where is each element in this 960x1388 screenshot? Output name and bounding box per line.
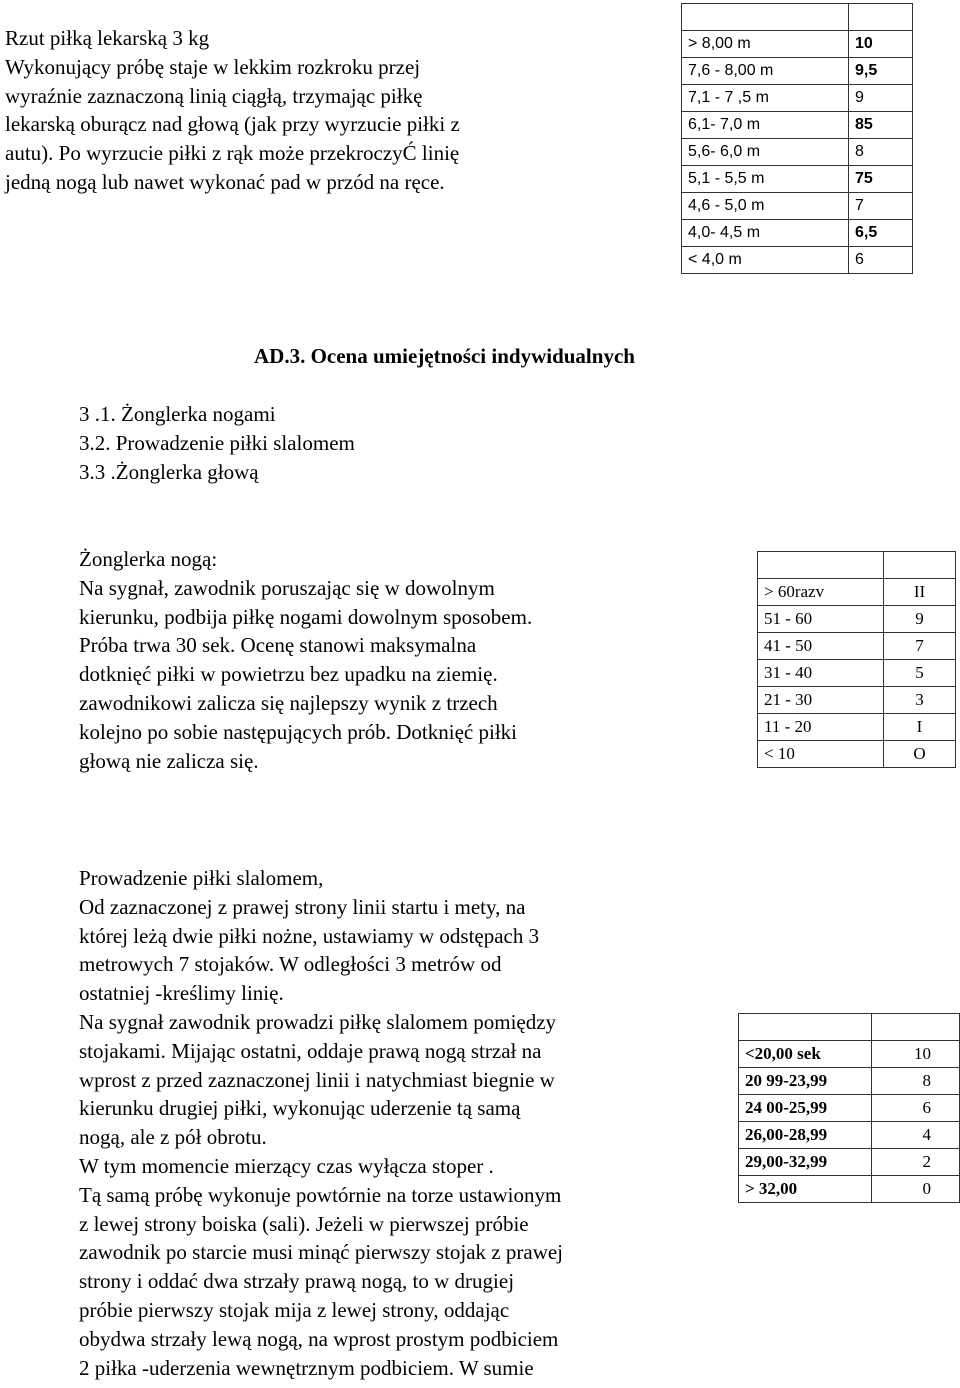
- intro-line: lekarską oburącz nad głową (jak przy wyrzucie piłki z: [5, 112, 460, 137]
- table-row: [739, 1014, 960, 1041]
- range-cell: 24 00-25,99: [739, 1095, 872, 1122]
- juggle-paragraph: [79, 545, 532, 775]
- slalom-line: zawodnik po starcie musi minąć pierwszy stojak z prawej: [79, 1240, 564, 1265]
- slalom-line: z lewej strony boiska (sali). Jeżeli w pierwszej próbie: [79, 1211, 529, 1236]
- score-cell: 8: [849, 139, 913, 166]
- slalom-line: wprost z przed zaznaczonej linii i natychmiast biegnie w: [79, 1067, 555, 1092]
- range-cell: < 10: [758, 741, 884, 768]
- score-cell: 0: [871, 1176, 959, 1203]
- table-row: [758, 552, 956, 579]
- table-row: [682, 220, 913, 247]
- juggle-line: Na sygnał, zawodnik poruszając się w dowolnym: [79, 575, 495, 600]
- table-cell: [739, 1014, 872, 1041]
- score-cell: 6,5: [849, 220, 913, 247]
- score-cell: 85: [849, 112, 913, 139]
- score-cell: II: [884, 579, 956, 606]
- table-row: [682, 193, 913, 220]
- table-row: [739, 1122, 960, 1149]
- throw-score-table: [681, 3, 913, 274]
- slalom-line: ostatniej -kreślimy linię.: [79, 981, 284, 1006]
- table-row: [758, 660, 956, 687]
- slalom-line: strony i oddać dwa strzały prawą nogą, to w drugiej: [79, 1269, 515, 1294]
- score-cell: 10: [849, 31, 913, 58]
- range-cell: 20 99-23,99: [739, 1068, 872, 1095]
- slalom-line: W tym momencie mierzący czas wyłącza stoper .: [79, 1153, 494, 1178]
- juggle-line: Próba trwa 30 sek. Ocenę stanowi maksymalna: [79, 633, 477, 658]
- juggle-line: dotknięć piłki w powietrzu bez upadku na ziemię.: [79, 662, 498, 687]
- range-cell: 5,1 - 5,5 m: [682, 166, 849, 193]
- score-cell: 2: [871, 1149, 959, 1176]
- range-cell: > 60razv: [758, 579, 884, 606]
- score-cell: 9: [849, 85, 913, 112]
- table-row: [682, 247, 913, 274]
- juggle-line: głową nie zalicza się.: [79, 748, 259, 773]
- score-cell: 7: [884, 633, 956, 660]
- table-cell: [758, 552, 884, 579]
- score-cell: 8: [871, 1068, 959, 1095]
- slalom-paragraph: [79, 864, 563, 1382]
- range-cell: 26,00-28,99: [739, 1122, 872, 1149]
- juggle-line: Żonglerka nogą:: [79, 547, 218, 571]
- score-cell: 6: [871, 1095, 959, 1122]
- intro-line: wyraźnie zaznaczoną linią ciągłą, trzymając piłkę: [5, 83, 423, 108]
- slalom-line: Tą samą próbę wykonuje powtórnie na torze ustawionym: [79, 1182, 562, 1207]
- score-cell: 3: [884, 687, 956, 714]
- table-row: [758, 633, 956, 660]
- table-row: [682, 166, 913, 193]
- juggle-score-table: [757, 551, 956, 768]
- score-cell: 75: [849, 166, 913, 193]
- score-cell: 5: [884, 660, 956, 687]
- range-cell: 6,1- 7,0 m: [682, 112, 849, 139]
- table-cell: [849, 4, 913, 31]
- table-row: [758, 741, 956, 768]
- range-cell: <20,00 sek: [739, 1041, 872, 1068]
- table-row: [682, 31, 913, 58]
- intro-line: Rzut piłką lekarską 3 kg: [5, 26, 210, 50]
- range-cell: 51 - 60: [758, 606, 884, 633]
- slalom-line: nogą, ale z pół obrotu.: [79, 1125, 267, 1150]
- skills-list-item: 3.3 .Żonglerka głową: [79, 460, 259, 484]
- range-cell: 7,6 - 8,00 m: [682, 58, 849, 85]
- range-cell: < 4,0 m: [682, 247, 849, 274]
- range-cell: 4,6 - 5,0 m: [682, 193, 849, 220]
- intro-paragraph: [5, 24, 460, 197]
- score-cell: 6: [849, 247, 913, 274]
- slalom-score-table: [738, 1013, 960, 1203]
- table-row: [739, 1041, 960, 1068]
- score-cell: 4: [871, 1122, 959, 1149]
- range-cell: 29,00-32,99: [739, 1149, 872, 1176]
- slalom-line: Od zaznaczonej z prawej strony linii startu i mety, na: [79, 894, 526, 919]
- score-cell: 10: [871, 1041, 959, 1068]
- range-cell: 41 - 50: [758, 633, 884, 660]
- table-cell: [884, 552, 956, 579]
- table-row: [682, 85, 913, 112]
- range-cell: 21 - 30: [758, 687, 884, 714]
- score-cell: O: [884, 741, 956, 768]
- table-row: [739, 1149, 960, 1176]
- intro-line: autu). Po wyrzucie piłki z rąk może przekroczyĆ linię: [5, 141, 460, 166]
- skills-list-item: 3 .1. Żonglerka nogami: [79, 402, 276, 426]
- table-cell: [682, 4, 849, 31]
- range-cell: > 8,00 m: [682, 31, 849, 58]
- slalom-line: próbie pierwszy stojak mija z lewej strony, oddając: [79, 1297, 510, 1322]
- score-cell: 7: [849, 193, 913, 220]
- juggle-line: kolejno po sobie następujących prób. Dotknięć piłki: [79, 719, 517, 744]
- range-cell: 4,0- 4,5 m: [682, 220, 849, 247]
- slalom-line: kierunku drugiej piłki, wykonując uderzenie tą samą: [79, 1096, 521, 1121]
- range-cell: > 32,00: [739, 1176, 872, 1203]
- section-heading: AD.3. Ocena umiejętności indywidualnych: [254, 344, 635, 368]
- slalom-line: Na sygnał zawodnik prowadzi piłkę slalomem pomiędzy: [79, 1009, 557, 1034]
- table-row: [758, 714, 956, 741]
- slalom-line: metrowych 7 stojaków. W odległości 3 metrów od: [79, 952, 502, 977]
- range-cell: 7,1 - 7 ,5 m: [682, 85, 849, 112]
- juggle-line: kierunku, podbija piłkę nogami dowolnym sposobem.: [79, 604, 533, 629]
- table-row: [682, 112, 913, 139]
- score-cell: 9,5: [849, 58, 913, 85]
- table-row: [682, 58, 913, 85]
- range-cell: 31 - 40: [758, 660, 884, 687]
- slalom-line: stojakami. Mijając ostatni, oddaje prawą nogą strzał na: [79, 1038, 542, 1063]
- slalom-line: obydwa strzały lewą nogą, na wprost prostym podbiciem: [79, 1326, 559, 1351]
- intro-line: Wykonujący próbę staje w lekkim rozkroku przej: [5, 54, 421, 79]
- intro-line: jedną nogą lub nawet wykonać pad w przód na ręce.: [5, 169, 445, 194]
- table-row: [739, 1095, 960, 1122]
- table-row: [682, 139, 913, 166]
- table-row: [758, 687, 956, 714]
- slalom-line: której leżą dwie piłki nożne, ustawiamy w odstępach 3: [79, 923, 540, 948]
- score-cell: I: [884, 714, 956, 741]
- skills-list: [79, 400, 355, 487]
- slalom-line: Prowadzenie piłki slalomem,: [79, 866, 324, 890]
- table-row: [758, 579, 956, 606]
- skills-list-item: 3.2. Prowadzenie piłki slalomem: [79, 431, 355, 455]
- table-row: [758, 606, 956, 633]
- slalom-line: 2 piłka -uderzenia wewnętrznym podbiciem. W sumie: [79, 1355, 534, 1380]
- table-cell: [871, 1014, 959, 1041]
- juggle-line: zawodnikowi zalicza się najlepszy wynik z trzech: [79, 690, 498, 715]
- table-row: [739, 1176, 960, 1203]
- table-row: [682, 4, 913, 31]
- table-row: [739, 1068, 960, 1095]
- score-cell: 9: [884, 606, 956, 633]
- range-cell: 5,6- 6,0 m: [682, 139, 849, 166]
- range-cell: 11 - 20: [758, 714, 884, 741]
